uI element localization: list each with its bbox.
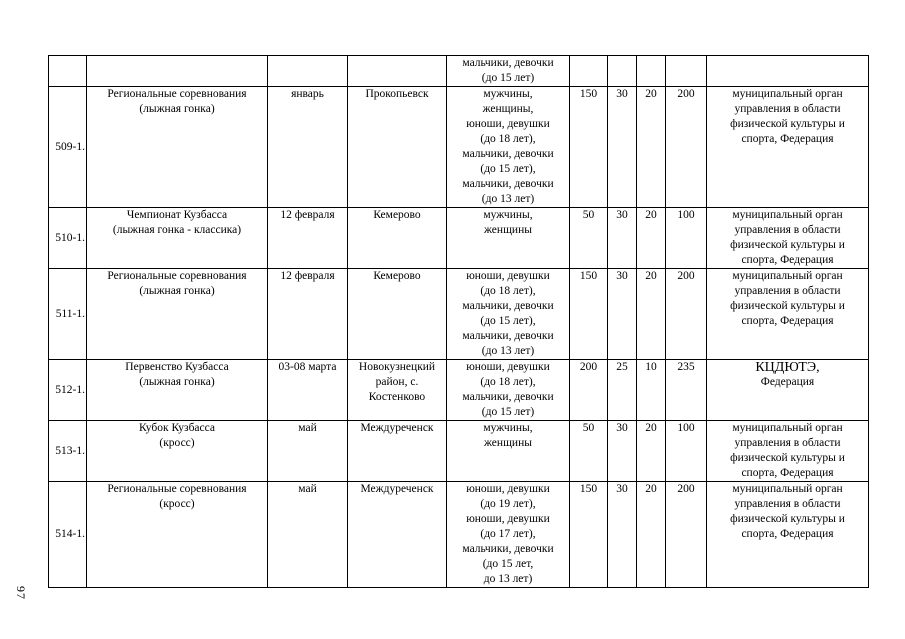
cell-date: 12 февраля: [268, 208, 348, 269]
table-row: [49, 269, 869, 360]
cell-date: май: [268, 482, 348, 588]
cell-name: Чемпионат Кузбасса (лыжная гонка - классика): [87, 208, 268, 269]
cell-num: 514-1.: [49, 482, 87, 588]
events-table: [48, 55, 869, 588]
cell-n2: [608, 56, 637, 87]
cell-n2: 25: [608, 360, 637, 421]
cell-n3: 20: [637, 482, 666, 588]
cell-n1: [570, 56, 608, 87]
cell-n4: 100: [666, 421, 707, 482]
cell-name: [87, 56, 268, 87]
cell-date: [268, 56, 348, 87]
cell-org: муниципальный орган управления в области физической культуры и спорта, Федерация: [707, 87, 869, 208]
cell-place: Новокузнецкий район, с. Костенково: [348, 360, 447, 421]
cell-num: 512-1.: [49, 360, 87, 421]
cell-n4: 200: [666, 87, 707, 208]
cell-n1: 150: [570, 482, 608, 588]
cell-name: Региональные соревнования (кросс): [87, 482, 268, 588]
cell-n3: [637, 56, 666, 87]
cell-org: муниципальный орган управления в области физической культуры и спорта, Федерация: [707, 421, 869, 482]
cell-n4: 235: [666, 360, 707, 421]
page-number: 97: [14, 586, 28, 600]
cell-place: Междуреченск: [348, 482, 447, 588]
cell-name: Региональные соревнования (лыжная гонка): [87, 269, 268, 360]
cell-n2: 30: [608, 208, 637, 269]
cell-n2: 30: [608, 421, 637, 482]
cell-num: 510-1.: [49, 208, 87, 269]
cell-n4: 200: [666, 482, 707, 588]
cell-n2: 30: [608, 482, 637, 588]
cell-n1: 50: [570, 208, 608, 269]
cell-name: Первенство Кузбасса (лыжная гонка): [87, 360, 268, 421]
table-row: [49, 360, 869, 421]
org-name-primary: КЦДЮТЭ,: [755, 360, 820, 375]
cell-participants: мужчины, женщины: [447, 421, 570, 482]
cell-n4: 100: [666, 208, 707, 269]
cell-n1: 50: [570, 421, 608, 482]
table-row-continuation: [49, 56, 869, 87]
cell-place: Кемерово: [348, 269, 447, 360]
table-row: [49, 421, 869, 482]
cell-place: Кемерово: [348, 208, 447, 269]
cell-n1: 200: [570, 360, 608, 421]
table-row: [49, 482, 869, 588]
cell-participants: юноши, девушки (до 18 лет), мальчики, девочки (до 15 лет), мальчики, девочки (до 13 лет): [447, 269, 570, 360]
cell-n1: 150: [570, 269, 608, 360]
cell-date: 12 февраля: [268, 269, 348, 360]
cell-date: май: [268, 421, 348, 482]
cell-place: Междуреченск: [348, 421, 447, 482]
cell-n3: 20: [637, 208, 666, 269]
cell-place: Прокопьевск: [348, 87, 447, 208]
cell-participants: юноши, девушки (до 18 лет), мальчики, девочки (до 15 лет): [447, 360, 570, 421]
cell-n1: 150: [570, 87, 608, 208]
cell-org: муниципальный орган управления в области физической культуры и спорта, Федерация: [707, 208, 869, 269]
cell-n3: 10: [637, 360, 666, 421]
cell-name: Региональные соревнования (лыжная гонка): [87, 87, 268, 208]
cell-participants: мальчики, девочки (до 15 лет): [447, 56, 570, 87]
cell-participants: мужчины, женщины, юноши, девушки (до 18 лет), мальчики, девочки (до 15 лет), мальчики, девочки (до 13 лет): [447, 87, 570, 208]
cell-num: 511-1.: [49, 269, 87, 360]
cell-date: 03-08 марта: [268, 360, 348, 421]
cell-num: [49, 56, 87, 87]
cell-num: 513-1.: [49, 421, 87, 482]
cell-date: январь: [268, 87, 348, 208]
cell-n4: 200: [666, 269, 707, 360]
cell-n2: 30: [608, 87, 637, 208]
org-name-secondary: Федерация: [760, 376, 815, 388]
cell-participants: юноши, девушки (до 19 лет), юноши, девушки (до 17 лет), мальчики, девочки (до 15 лет, до 13 лет): [447, 482, 570, 588]
cell-org: [707, 56, 869, 87]
table-row: [49, 208, 869, 269]
cell-name: Кубок Кузбасса (кросс): [87, 421, 268, 482]
cell-org: муниципальный орган управления в области физической культуры и спорта, Федерация: [707, 269, 869, 360]
cell-n2: 30: [608, 269, 637, 360]
cell-n3: 20: [637, 87, 666, 208]
cell-place: [348, 56, 447, 87]
cell-n3: 20: [637, 269, 666, 360]
cell-num: 509-1.: [49, 87, 87, 208]
cell-org: [707, 360, 869, 421]
cell-org: муниципальный орган управления в области физической культуры и спорта, Федерация: [707, 482, 869, 588]
cell-n3: 20: [637, 421, 666, 482]
cell-n4: [666, 56, 707, 87]
table-row: [49, 87, 869, 208]
table-body: [49, 56, 869, 588]
cell-participants: мужчины, женщины: [447, 208, 570, 269]
